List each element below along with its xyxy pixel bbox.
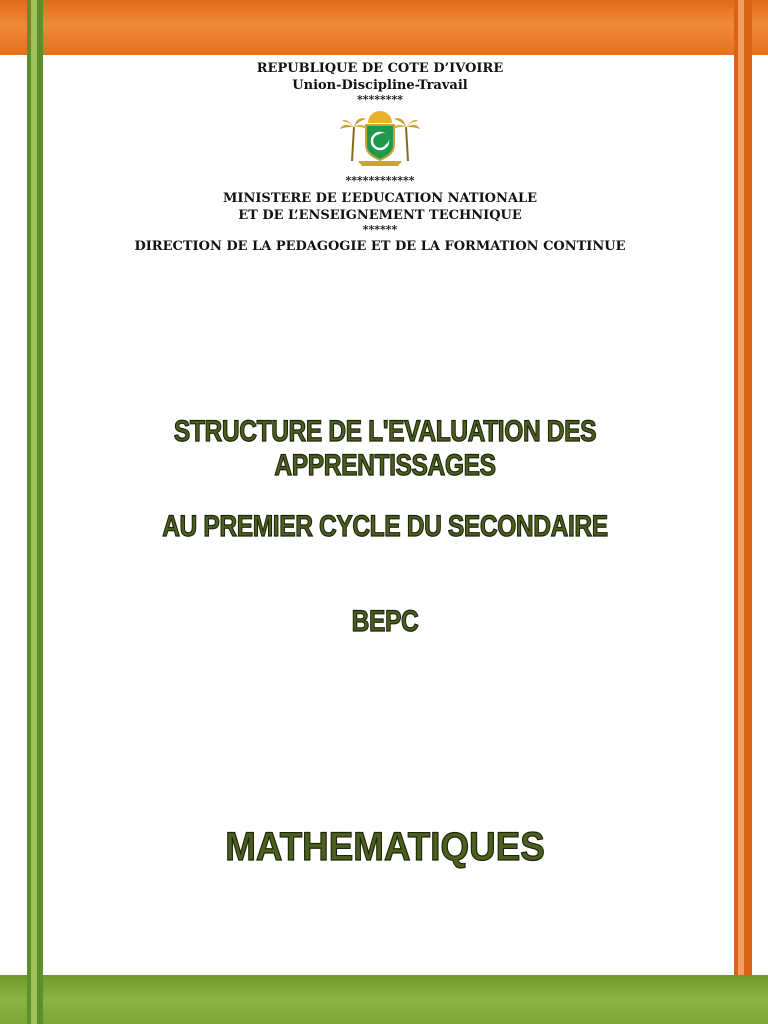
ministry-line-2: ET DE L’ENSEIGNEMENT TECHNIQUE <box>238 208 522 223</box>
separator-stars: ******** <box>356 93 404 106</box>
national-motto: Union-Discipline-Travail <box>292 78 468 93</box>
document-header <box>50 60 710 255</box>
coat-of-arms-icon <box>338 109 422 169</box>
title-line-2: AU PREMIER CYCLE DU SECONDAIRE <box>162 510 608 543</box>
separator-stars: ****** <box>362 223 398 236</box>
left-green-border-highlight <box>31 0 37 1024</box>
direction-name: DIRECTION DE LA PEDAGOGIE ET DE LA FORMATION CONTINUE <box>134 239 626 254</box>
bottom-green-band <box>0 975 768 1024</box>
emblem-container <box>50 107 710 171</box>
subject-title: MATHEMATIQUES <box>225 825 545 869</box>
title-exam: BEPC <box>351 605 419 638</box>
ministry-line-1: MINISTERE DE L’EDUCATION NATIONALE <box>223 191 537 206</box>
country-name: REPUBLIQUE DE COTE D’IVOIRE <box>256 61 504 76</box>
right-orange-border-highlight <box>738 0 744 975</box>
title-line-1: STRUCTURE DE L'EVALUATION DES APPRENTISSAGES <box>173 415 597 482</box>
top-orange-band <box>0 0 768 55</box>
separator-stars: ************ <box>345 174 415 187</box>
